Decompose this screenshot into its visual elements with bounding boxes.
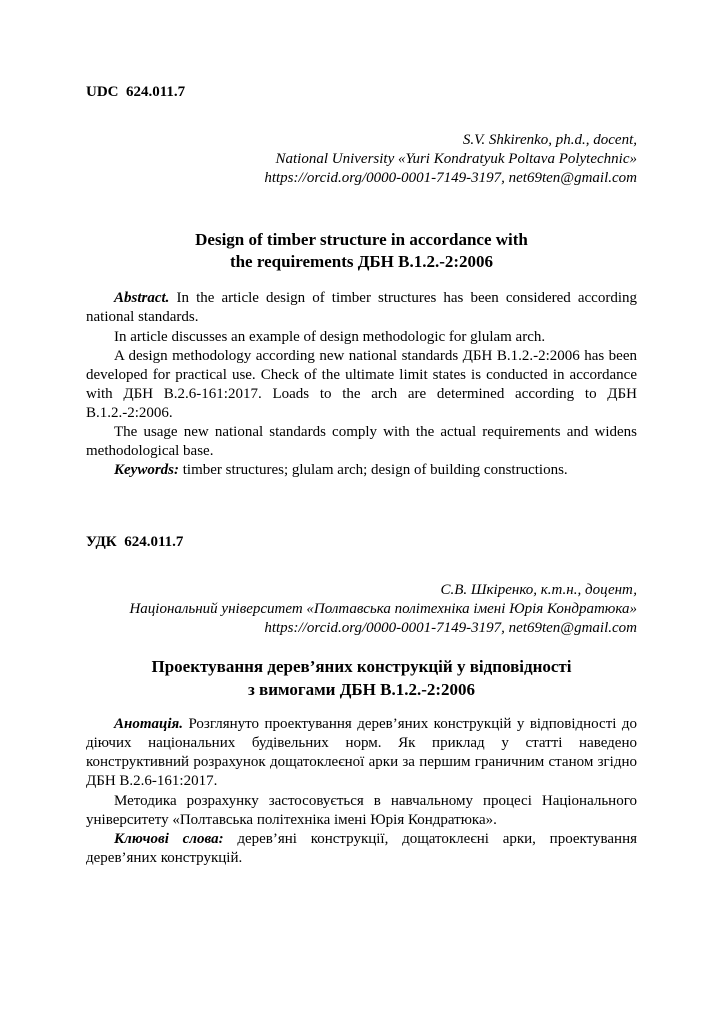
- paper-title-en-line1: Design of timber structure in accordance with: [195, 229, 528, 249]
- abstract-en-label: Abstract.: [114, 290, 170, 307]
- abstract-en-p1-text: In the article design of timber structures has been considered according national standards.: [86, 290, 637, 326]
- keywords-uk-label: Ключові слова:: [114, 830, 224, 847]
- orcid-email-en: https://orcid.org/0000-0001-7149-3197, net69ten@gmail.com: [264, 170, 637, 187]
- abstract-en-paragraph-1: [86, 289, 637, 327]
- abstract-uk-p1-text: Розглянуто проектування дерев’яних конструкцій у відповідності до діючих національних будівельних норм. Як приклад у статті наведено конструктивний розрахунок дощатоклеєної арки за першим граничним станом згідно ДБН В.2.6-161:2017.: [86, 716, 637, 790]
- paper-title-uk-line2: з вимогами ДБН В.1.2.-2:2006: [247, 679, 476, 699]
- author-block-en: [86, 131, 637, 189]
- abstract-uk: [86, 715, 637, 867]
- abstract-en: [86, 289, 637, 479]
- author-block-uk: [86, 581, 637, 639]
- paper-title-en: [86, 229, 637, 274]
- keywords-uk-line: [86, 830, 637, 868]
- abstract-uk-paragraph-1: [86, 715, 637, 791]
- keywords-en-label: Keywords:: [114, 461, 179, 478]
- keywords-en-text: timber structures; glulam arch; design of building constructions.: [179, 461, 568, 478]
- abstract-en-paragraph-4: The usage new national standards comply with the actual requirements and widens methodological base.: [86, 423, 637, 459]
- keywords-uk-text: дерев’яні конструкції, дощатоклеєні арки, проектування дерев’яних конструкцій.: [86, 830, 637, 866]
- abstract-en-paragraph-2: In article discusses an example of design methodologic for glulam arch.: [114, 328, 546, 345]
- abstract-uk-paragraph-2: Методика розрахунку застосовується в навчальному процесі Національного університету «Полтавська політехніка імені Юрія Кондратюка».: [86, 792, 637, 828]
- abstract-en-paragraph-3: A design methodology according new national standards ДБН В.1.2.-2:2006 has been developed for practical use. Check of the ultimate limit states is conducted in accordance with ДБН В.2.6-161:2017. Loads to the arch are determined according to ДБН В.1.2.-2:2006.: [86, 347, 637, 421]
- author-name-en: S.V. Shkirenko, ph.d., docent,: [462, 132, 637, 148]
- udc-code-en: UDC 624.011.7: [86, 84, 186, 100]
- abstract-uk-label: Анотація.: [114, 716, 183, 733]
- udc-code-uk: УДК 624.011.7: [86, 533, 184, 550]
- affiliation-uk: Національний університет «Полтавська політехніка імені Юрія Кондратюка»: [129, 601, 637, 618]
- affiliation-en: National University «Yuri Kondratyuk Poltava Polytechnic»: [275, 151, 637, 168]
- paper-title-uk-line1: Проектування дерев’яних конструкцій у відповідності: [151, 657, 572, 677]
- author-name-uk: С.В. Шкіренко, к.т.н., доцент,: [440, 581, 637, 598]
- keywords-en-line: [86, 461, 637, 480]
- paper-title-uk: [86, 656, 637, 701]
- orcid-email-uk: https://orcid.org/0000-0001-7149-3197, net69ten@gmail.com: [264, 620, 637, 637]
- paper-title-en-line2: the requirements ДБН В.1.2.-2:2006: [229, 252, 494, 271]
